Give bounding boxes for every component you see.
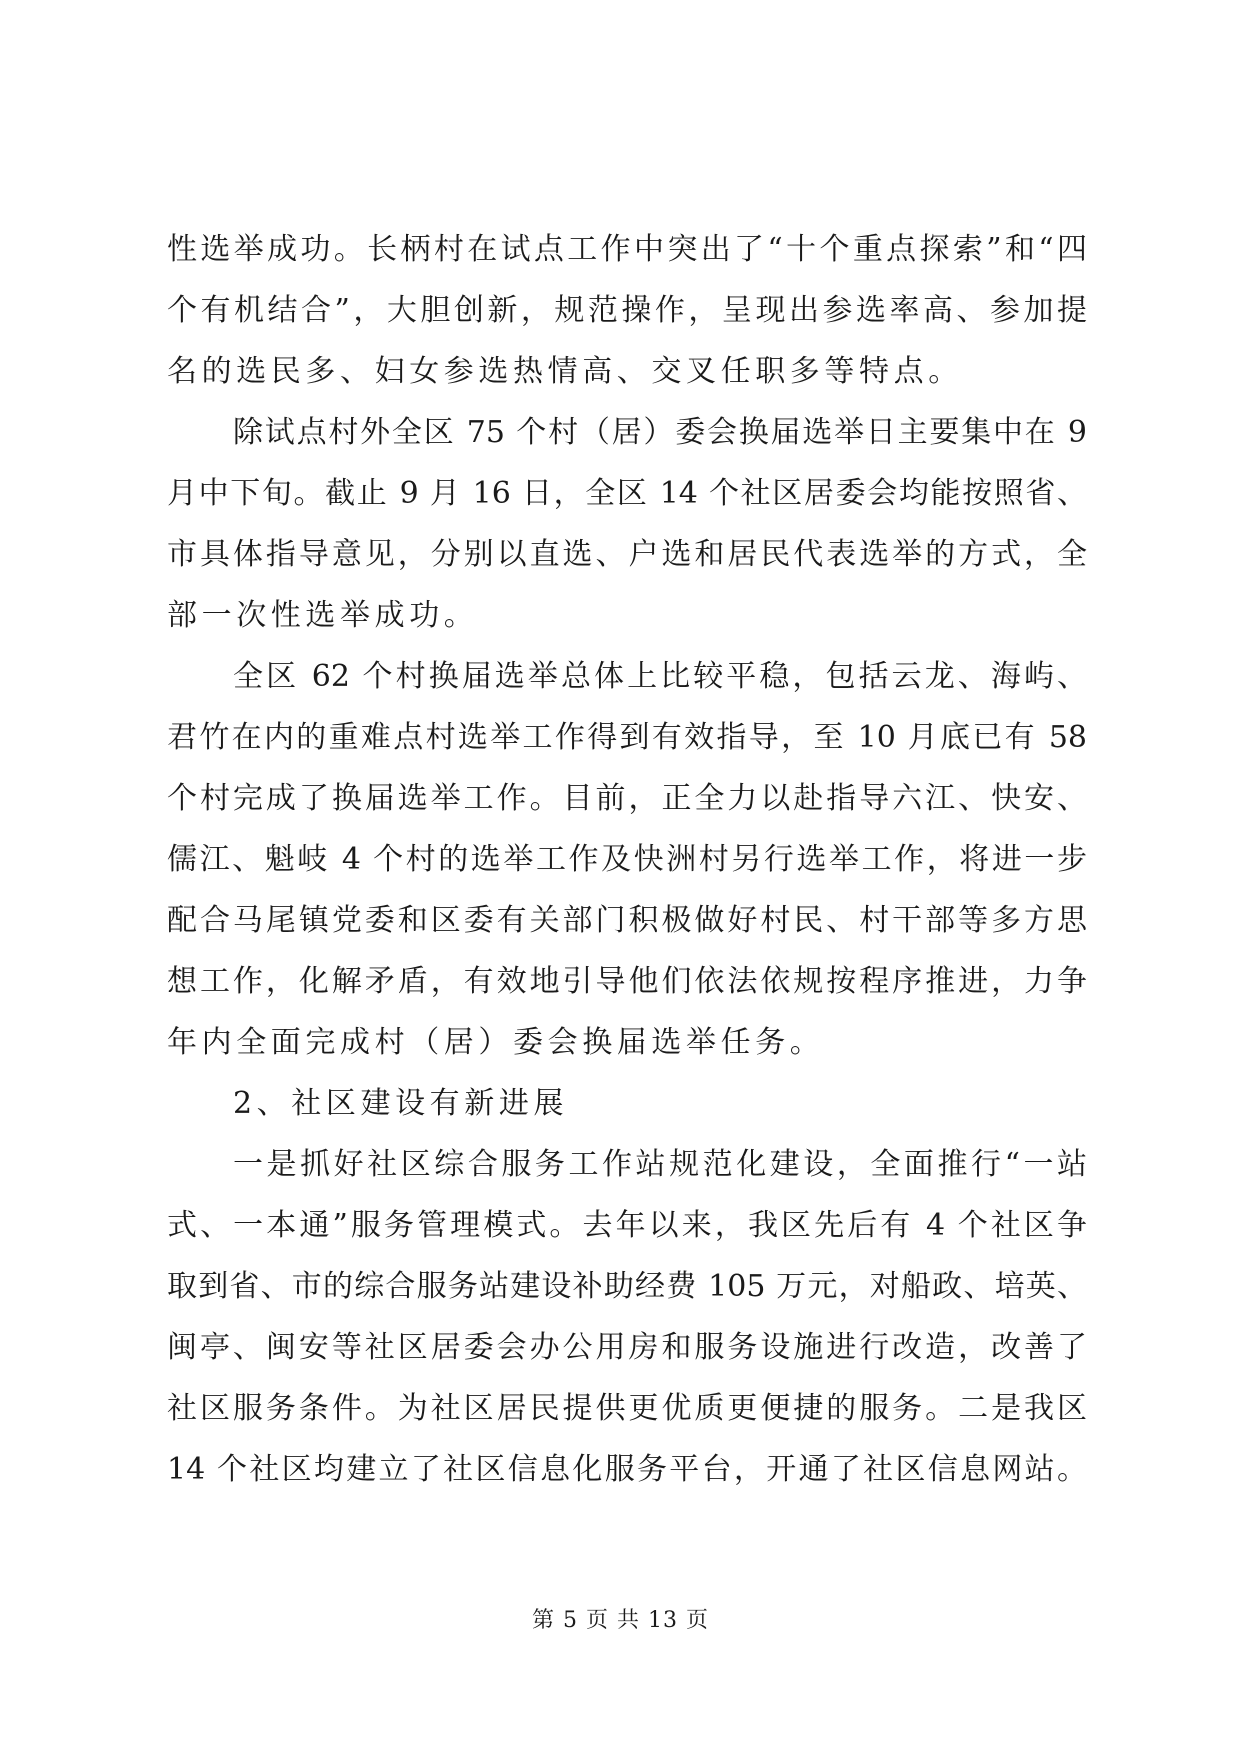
text-line: 14 个社区均建立了社区信息化服务平台，开通了社区信息网站。 bbox=[167, 1452, 1087, 1487]
text-line: 部一次性选举成功。 bbox=[167, 598, 479, 633]
text-line: 配合马尾镇党委和区委有关部门积极做好村民、村干部等多方思 bbox=[167, 903, 1087, 938]
text-line: 个村完成了换届选举工作。目前，正全力以赴指导六江、快安、 bbox=[167, 781, 1087, 816]
text-line: 想工作，化解矛盾，有效地引导他们依法依规按程序推进，力争 bbox=[167, 964, 1087, 999]
text-line: 名的选民多、妇女参选热情高、交叉任职多等特点。 bbox=[167, 354, 963, 389]
text-line: 取到省、市的综合服务站建设补助经费 105 万元，对船政、培英、 bbox=[167, 1269, 1087, 1304]
text-line: 儒江、魁岐 4 个村的选举工作及快洲村另行选举工作，将进一步 bbox=[167, 842, 1087, 877]
text-line: 式、一本通”服务管理模式。去年以来，我区先后有 4 个社区争 bbox=[167, 1208, 1087, 1243]
text-line: 除试点村外全区 75 个村（居）委会换届选举日主要集中在 9 bbox=[233, 415, 1087, 450]
section-heading: 2、社区建设有新进展 bbox=[233, 1086, 569, 1121]
text-line: 个有机结合”，大胆创新，规范操作，呈现出参选率高、参加提 bbox=[167, 293, 1087, 328]
text-line: 闽亭、闽安等社区居委会办公用房和服务设施进行改造，改善了 bbox=[167, 1330, 1087, 1365]
text-line: 年内全面完成村（居）委会换届选举任务。 bbox=[167, 1025, 825, 1060]
text-line: 君竹在内的重难点村选举工作得到有效指导，至 10 月底已有 58 bbox=[167, 720, 1087, 755]
text-line: 市具体指导意见，分别以直选、户选和居民代表选举的方式，全 bbox=[167, 537, 1087, 572]
text-line: 一是抓好社区综合服务工作站规范化建设，全面推行“一站 bbox=[233, 1147, 1087, 1182]
text-line: 月中下旬。截止 9 月 16 日，全区 14 个社区居委会均能按照省、 bbox=[167, 476, 1087, 511]
text-line: 性选举成功。长柄村在试点工作中突出了“十个重点探索”和“四 bbox=[167, 232, 1087, 267]
page-number-footer: 第 5 页 共 13 页 bbox=[532, 1608, 709, 1633]
text-line: 社区服务条件。为社区居民提供更优质更便捷的服务。二是我区 bbox=[167, 1391, 1087, 1426]
text-line: 全区 62 个村换届选举总体上比较平稳，包括云龙、海屿、 bbox=[233, 659, 1087, 694]
